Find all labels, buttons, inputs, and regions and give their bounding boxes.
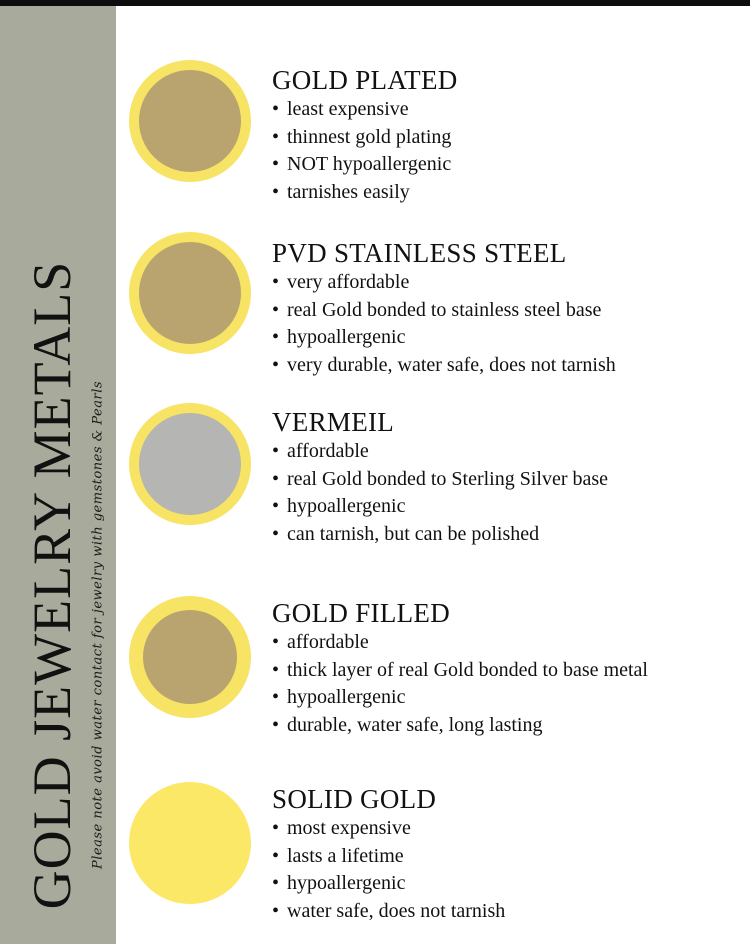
gold-plated-swatch <box>129 60 251 182</box>
metal-feature: • real Gold bonded to stainless steel base <box>272 298 602 321</box>
metal-block-gold-filled <box>272 597 648 739</box>
metal-feature: • affordable <box>272 440 369 462</box>
sidebar-title: GOLD JEWELRY METALS <box>22 260 82 910</box>
metal-feature: • most expensive <box>272 817 411 839</box>
vermeil-swatch <box>129 403 251 525</box>
metal-heading: VERMEIL <box>272 407 395 437</box>
metal-feature: • lasts a lifetime <box>272 844 404 867</box>
metal-feature: • real Gold bonded to Sterling Silver base <box>272 467 609 490</box>
metal-feature: • thinnest gold plating <box>272 125 452 148</box>
metal-feature: • very affordable <box>272 271 410 293</box>
metal-heading: GOLD FILLED <box>272 598 451 628</box>
solid-gold-swatch <box>129 782 251 904</box>
metal-feature: • durable, water safe, long lasting <box>272 713 543 736</box>
metal-feature: • can tarnish, but can be polished <box>272 522 540 545</box>
metal-feature: • thick layer of real Gold bonded to base metal <box>272 658 648 681</box>
metal-block-vermeil <box>272 406 608 548</box>
sidebar-note: Please note avoid water contact for jewelry with gemstones & Pearls <box>90 380 106 870</box>
metal-heading: SOLID GOLD <box>272 784 437 814</box>
metal-heading: PVD STAINLESS STEEL <box>272 238 567 268</box>
metal-feature: • tarnishes easily <box>272 180 410 203</box>
metal-feature: • very durable, water safe, does not tarnish <box>272 353 616 376</box>
metal-feature: • least expensive <box>272 98 409 120</box>
metal-feature: • hypoallergenic <box>272 495 406 517</box>
metal-feature: • water safe, does not tarnish <box>272 899 506 922</box>
metal-block-pvd-stainless-steel <box>272 237 616 379</box>
metal-block-gold-plated <box>272 64 458 206</box>
metal-feature: • hypoallergenic <box>272 686 406 708</box>
gold-filled-swatch <box>129 596 251 718</box>
metal-feature: • affordable <box>272 631 369 653</box>
metal-feature: • hypoallergenic <box>272 326 406 348</box>
metal-feature: • hypoallergenic <box>272 872 406 894</box>
pvd-stainless-steel-swatch <box>129 232 251 354</box>
metal-feature: • NOT hypoallergenic <box>272 153 452 175</box>
metal-heading: GOLD PLATED <box>272 65 458 95</box>
metal-block-solid-gold <box>272 783 505 925</box>
